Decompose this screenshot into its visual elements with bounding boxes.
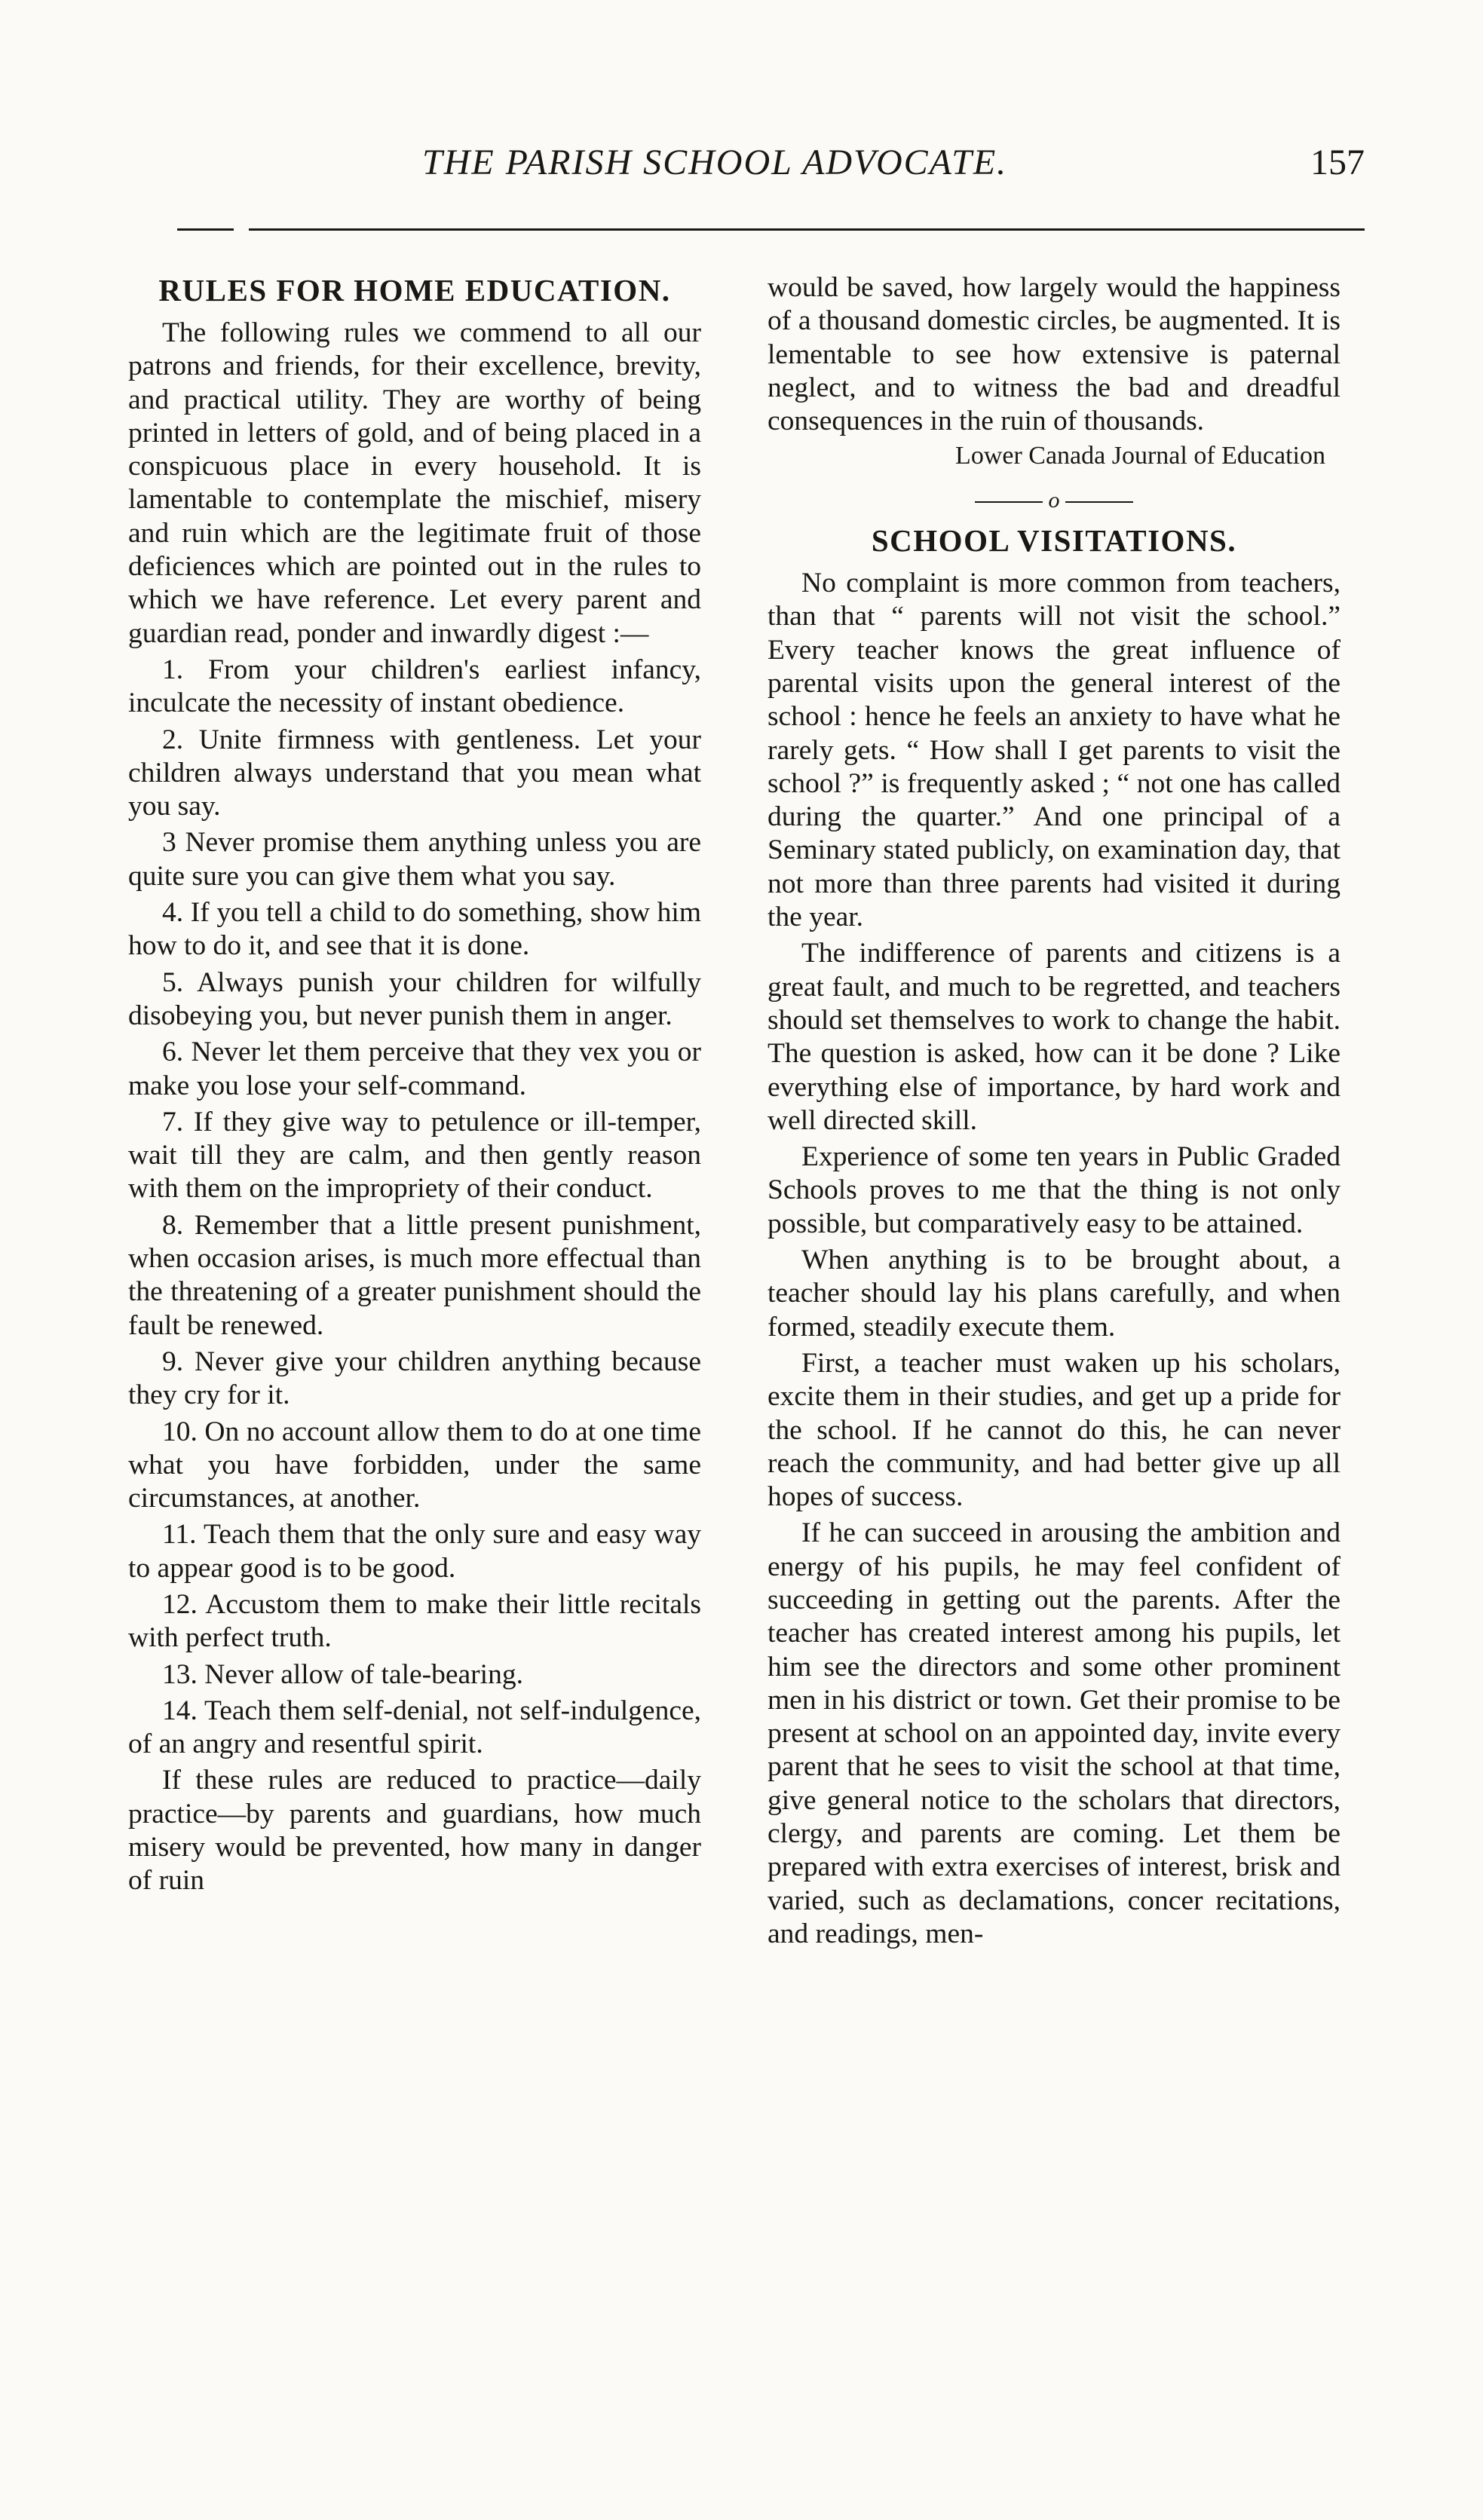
article-heading: SCHOOL VISITATIONS. (871, 523, 1237, 559)
body-paragraph: The indifference of parents and citizens is a great fault, and much to be regretted, and teachers should set themselves to work to change the habit. The question is asked, how can it be done ? Like everything else of importance, by hard work and well directed skill. (768, 938, 1341, 1136)
left-column (128, 271, 701, 1898)
rule-13: 13. Never allow of tale-bearing. (162, 1658, 523, 1690)
divider-line-left (975, 501, 1043, 503)
body-paragraph: First, a teacher must waken up his scholars, excite them in their studies, and get up a pride for the school. If he cannot do this, he can never reach the community, and had better give up all hopes of success. (768, 1347, 1341, 1513)
rule-10: 10. On no account allow them to do at one time what you have forbidden, under the same circumstances, at another. (128, 1416, 701, 1514)
right-column (768, 271, 1341, 1951)
closing-paragraph: If these rules are reduced to practice—daily practice—by parents and guardians, how much misery would be prevented, how many in danger of ruin (128, 1765, 701, 1897)
rule-11: 11. Teach them that the only sure and easy way to appear good is to be good. (128, 1519, 701, 1584)
divider-ornament: o (1048, 487, 1060, 513)
intro-paragraph: The following rules we commend to all our patrons and friends, for their excellence, brevity, and practical utility. They are worthy of being printed in letters of gold, and of being placed in a conspicuous place in every household. It is lamentable to contemplate the mischief, misery and ruin which are the legitimate fruit of those deficiences which are pointed out in the rules to which we have reference. Let every parent and guardian read, ponder and inwardly digest :— (128, 317, 701, 649)
source-attribution: Lower Canada Journal of Education (955, 442, 1325, 470)
rule-7: 7. If they give way to petulence or ill-temper, wait till they are calm, and then gently reason with them on the impropriety of their conduct. (128, 1106, 701, 1205)
running-title: THE PARISH SCHOOL ADVOCATE. (422, 142, 1008, 182)
rule-5: 5. Always punish your children for wilfully disobeying you, but never punish them in anger. (128, 966, 701, 1031)
rule-4: 4. If you tell a child to do something, show him how to do it, and see that it is done. (128, 897, 701, 962)
rule-1: 1. From your children's earliest infancy, inculcate the necessity of instant obedience. (128, 654, 701, 719)
body-paragraph: Experience of some ten years in Public Graded Schools proves to me that the thing is not only possible, but comparatively easy to be attained. (768, 1141, 1341, 1239)
section-divider (768, 484, 1341, 517)
rule-9: 9. Never give your children anything because they cry for it. (128, 1346, 701, 1411)
rule-2: 2. Unite firmness with gentleness. Let your children always understand that you mean what you say. (128, 724, 701, 822)
rule-8: 8. Remember that a little present punishment, when occasion arises, is much more effectual than the threatening of a greater punishment should the fault be renewed. (128, 1209, 701, 1341)
article-heading: RULES FOR HOME EDUCATION. (158, 273, 671, 308)
body-paragraph: If he can succeed in arousing the ambition and energy of his pupils, he may feel confident of succeeding in getting out the parents. After the teacher has created interest among his pupils, let him see the directors and some other prominent men in his district or town. Get their promise to be present at school on an appointed day, invite every parent that he sees to visit the school at that time, give general notice to the scholars that directors, clergy, and parents are coming. Let them be prepared with extra exercises of interest, brisk and varied, such as declamations, concer recitations, and readings, men- (768, 1517, 1341, 1949)
header-rule-short (177, 228, 234, 231)
body-paragraph: When anything is to be brought about, a teacher should lay his plans carefully, and when formed, steadily execute them. (768, 1245, 1341, 1343)
rule-3: 3 Never promise them anything unless you are quite sure you can give them what you say. (128, 827, 701, 892)
rule-14: 14. Teach them self-denial, not self-indulgence, of an angry and resentful spirit. (128, 1695, 701, 1760)
rule-6: 6. Never let them perceive that they vex you or make you lose your self-command. (128, 1036, 701, 1101)
header-rule-long (249, 228, 1365, 231)
divider-line-right (1065, 501, 1133, 503)
body-paragraph: No complaint is more common from teachers, than that “ parents will not visit the school.” Every teacher knows the great influence of parental visits upon the general interest of the school : hence he feels an anxiety to have what he rarely gets. “ How shall I get parents to visit the school ?” is frequently asked ; “ not one has called during the quarter.” And one principal of a Seminary stated publicly, on examination day, that not more than three parents had visited it during the year. (768, 568, 1341, 933)
rule-12: 12. Accustom them to make their little recitals with perfect truth. (128, 1588, 701, 1654)
page-number: 157 (1310, 142, 1365, 182)
running-header (422, 142, 1365, 202)
continued-paragraph: would be saved, how largely would the happiness of a thousand domestic circles, be augmented. It is lementable to see how extensive is paternal neglect, and to witness the bad and dreadful consequences in the ruin of thousands. (768, 272, 1341, 437)
